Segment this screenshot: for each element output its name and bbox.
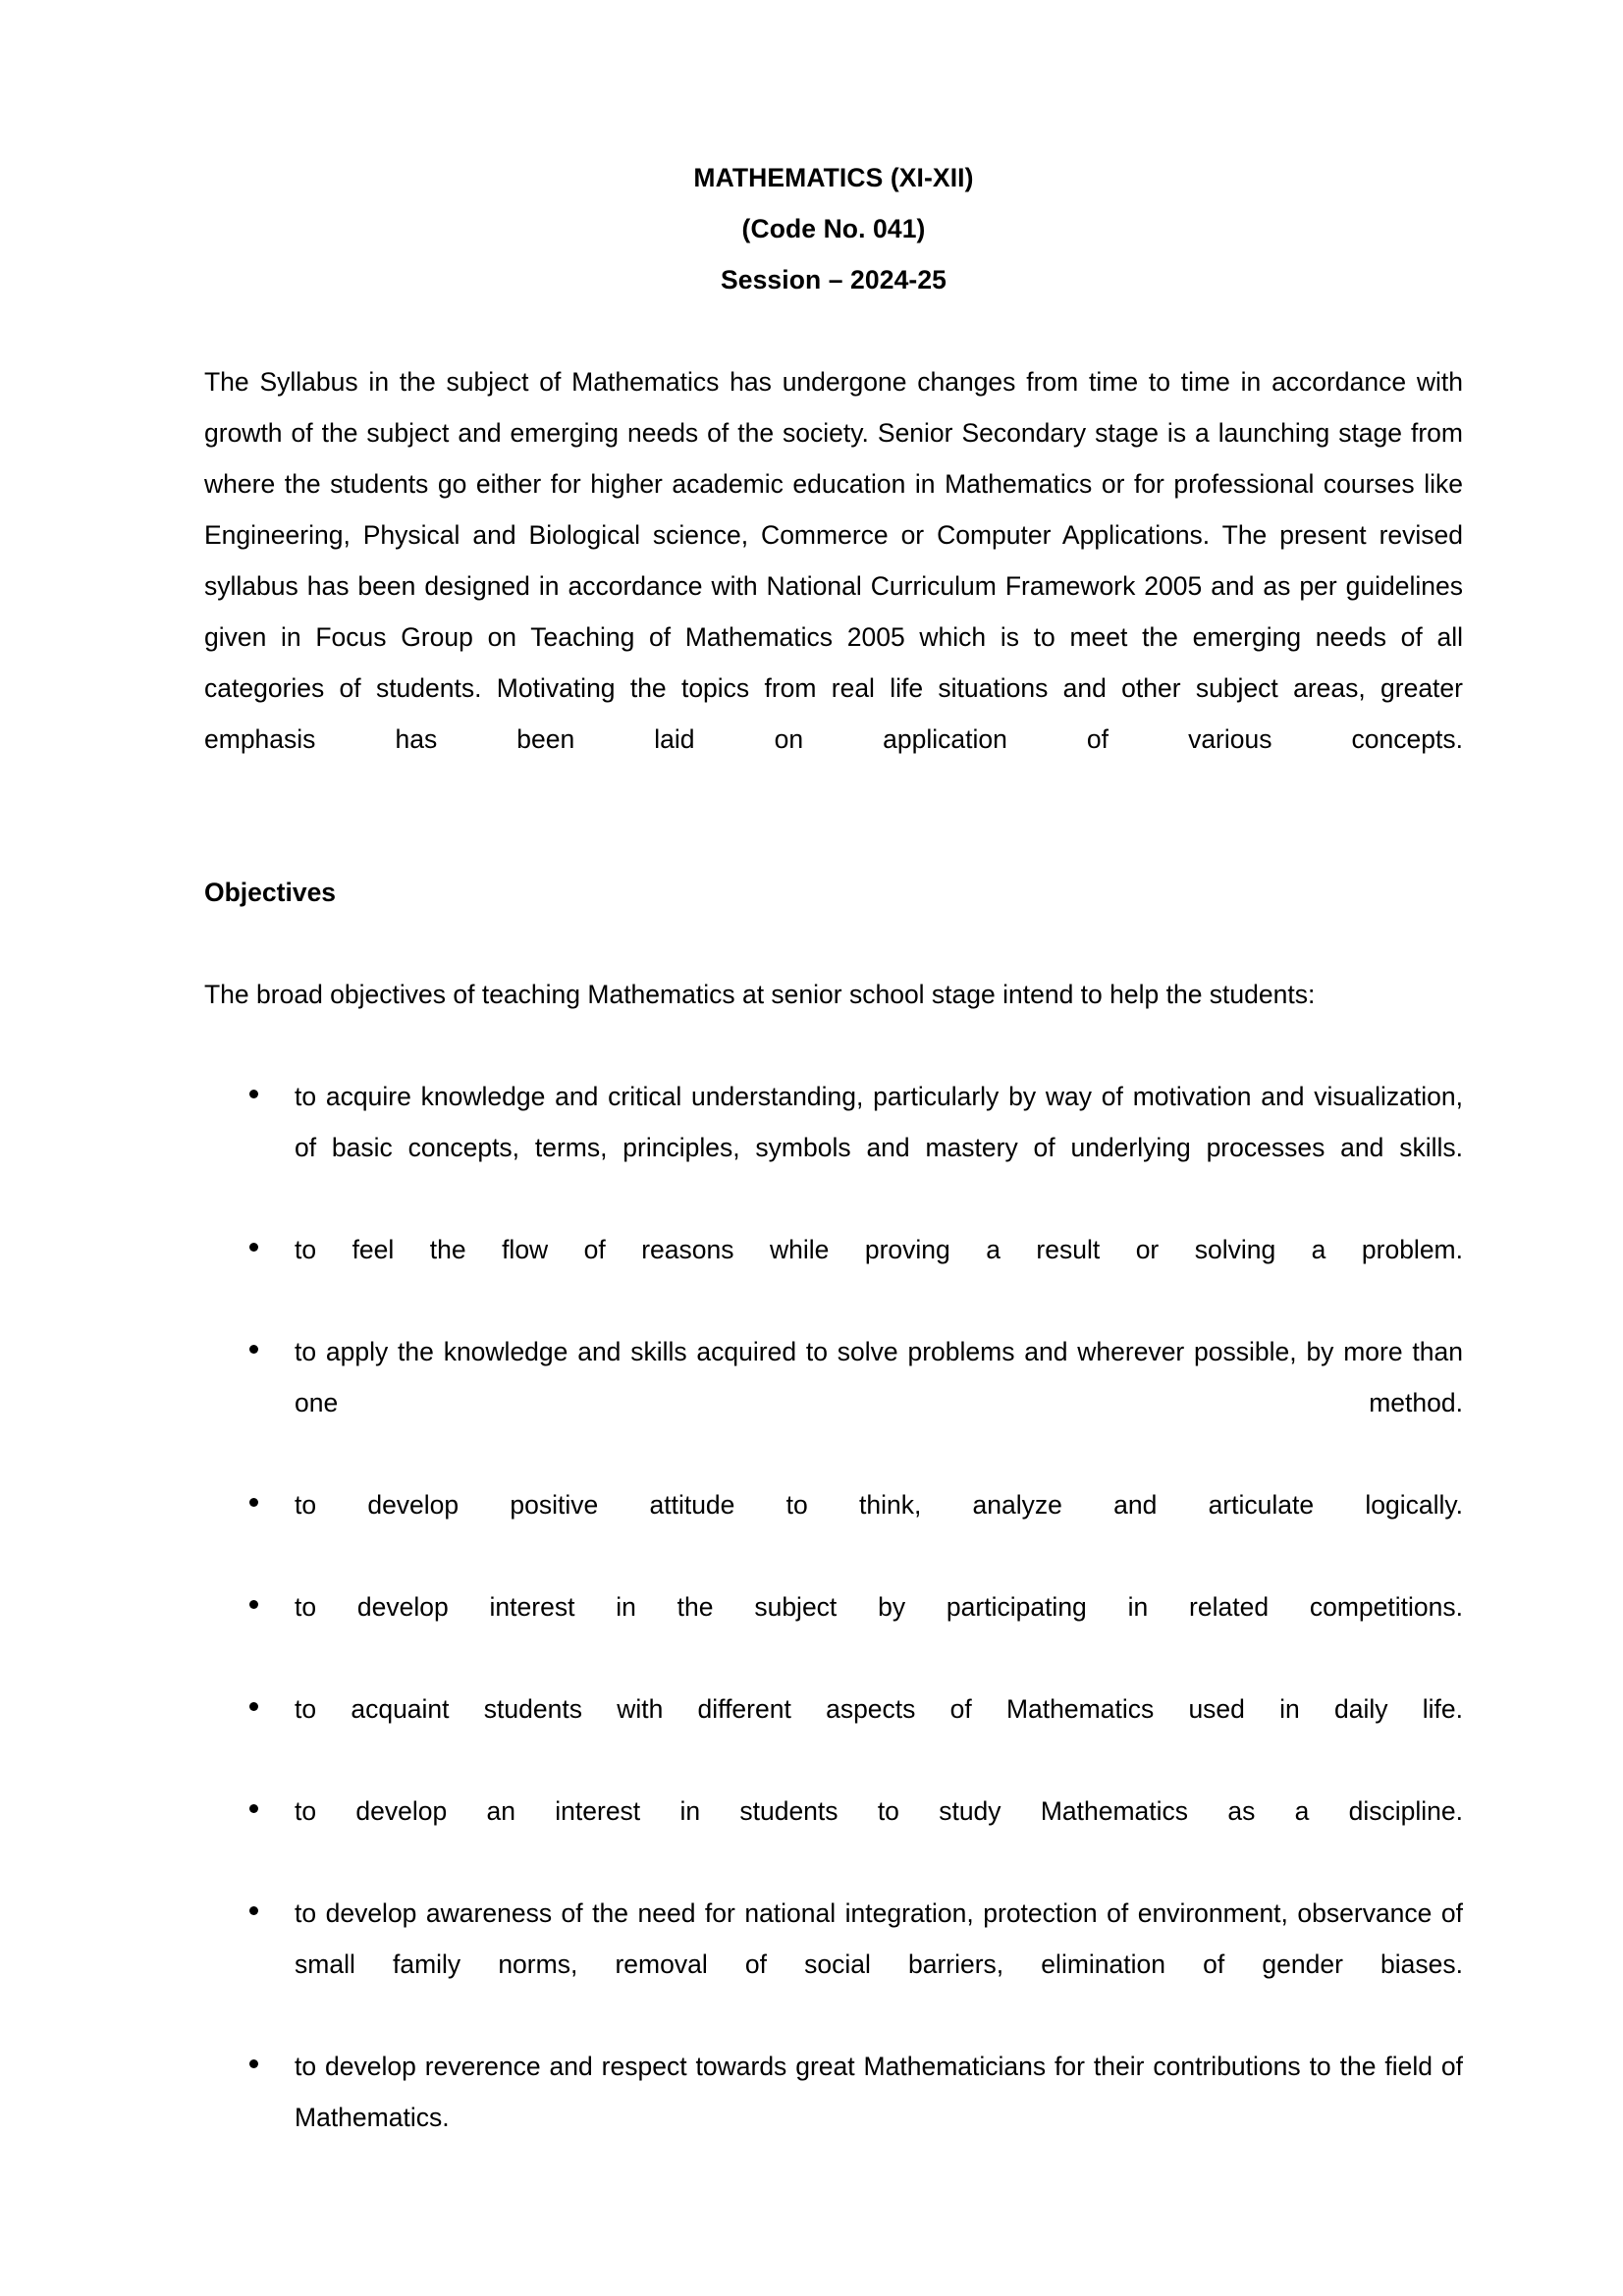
bullet-icon — [249, 1071, 269, 1122]
bullet-icon — [249, 2041, 269, 2092]
objective-text: to develop reverence and respect towards great Mathematicians for their contributions to the field of Mathematics. — [295, 2052, 1463, 2132]
list-item — [295, 1888, 1463, 2041]
document-title-code: (Code No. 041) — [741, 214, 926, 243]
intro-paragraph: The Syllabus in the subject of Mathematics has undergone changes from time to time in accordance with growth of the subject and emerging needs of the society. Senior Secondary stage is a launching stage from where the students go either for higher academic education in Mathematics or for professional courses like Engineering, Physical and Biological science, Commerce or Computer Applications. The present revised syllabus has been designed in accordance with National Curriculum Framework 2005 and as per guidelines given in Focus Group on Teaching of Mathematics 2005 which is to meet the emerging needs of all categories of students. Motivating the topics from real life situations and other subject areas, greater emphasis has been laid on application of various concepts. — [204, 367, 1463, 754]
bullet-icon — [249, 1326, 269, 1377]
document-title-session: Session – 2024-25 — [720, 265, 947, 294]
objectives-list — [204, 1071, 1463, 2194]
bullet-icon — [249, 1479, 269, 1530]
objective-text: to acquaint students with different aspects of Mathematics used in daily life. — [295, 1694, 1463, 1724]
list-item — [295, 1224, 1463, 1326]
objective-text: to develop an interest in students to study Mathematics as a discipline. — [295, 1796, 1463, 1826]
list-item — [295, 1581, 1463, 1683]
objective-text: to develop positive attitude to think, analyze and articulate logically. — [295, 1490, 1463, 1520]
bullet-icon — [249, 1683, 269, 1735]
objectives-lead-line: The broad objectives of teaching Mathematics at senior school stage intend to help the students: — [204, 980, 1316, 1009]
objective-text: to acquire knowledge and critical understanding, particularly by way of motivation and visualization, of basic concepts, terms, principles, symbols and mastery of underlying processes and skills. — [295, 1082, 1463, 1162]
bullet-icon — [249, 1581, 269, 1632]
document-content — [204, 0, 1463, 2194]
objective-text: to feel the flow of reasons while proving a result or solving a problem. — [295, 1235, 1463, 1264]
bullet-icon — [249, 1224, 269, 1275]
list-item — [295, 1071, 1463, 1224]
list-item — [295, 1479, 1463, 1581]
bullet-icon — [249, 1888, 269, 1939]
objective-text: to develop interest in the subject by participating in related competitions. — [295, 1592, 1463, 1622]
objective-text: to develop awareness of the need for national integration, protection of environment, observance of small family norms, removal of social barriers, elimination of gender biases. — [295, 1898, 1463, 1979]
document-title-block — [204, 0, 1463, 305]
bullet-icon — [249, 1786, 269, 1837]
objective-text: to apply the knowledge and skills acquired to solve problems and wherever possible, by more than one method. — [295, 1337, 1463, 1417]
list-item — [295, 1786, 1463, 1888]
document-title-subject: MATHEMATICS (XI-XII) — [693, 163, 974, 192]
objectives-heading: Objectives — [204, 878, 337, 907]
list-item — [295, 2041, 1463, 2194]
list-item — [295, 1326, 1463, 1479]
list-item — [295, 1683, 1463, 1786]
